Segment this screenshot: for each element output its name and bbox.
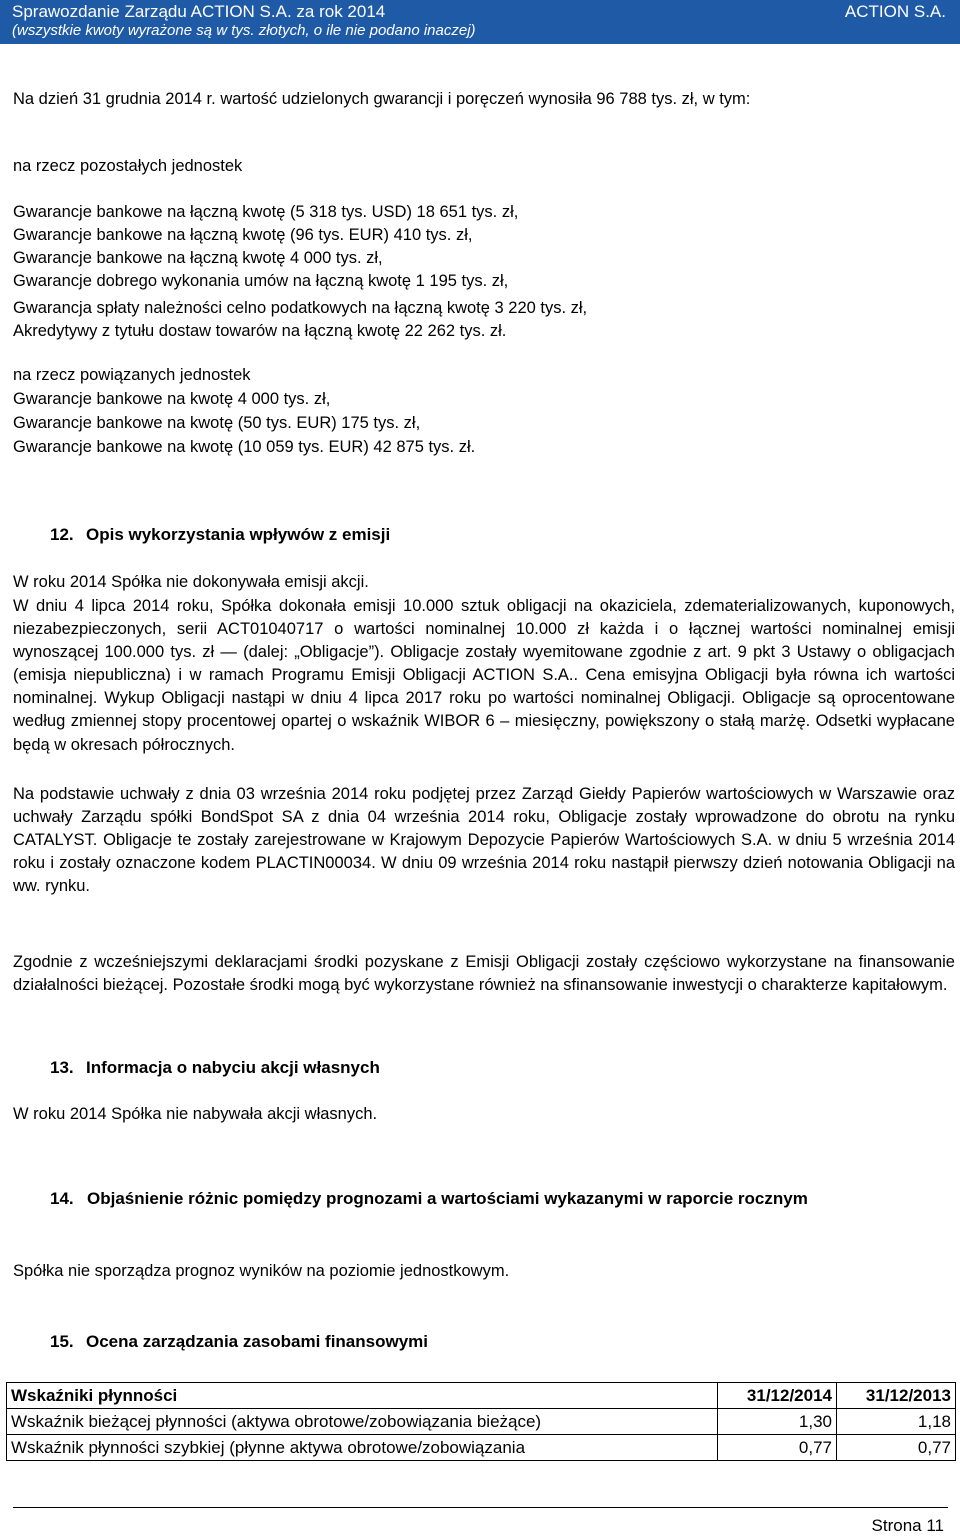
section-13-title: Informacja o nabyciu akcji własnych (86, 1058, 380, 1077)
related-entities-heading: na rzecz powiązanych jednostek (13, 366, 251, 384)
other-guarantee-item: Gwarancje dobrego wykonania umów na łączną kwotę 1 195 tys. zł, (13, 272, 509, 290)
section-12-paragraph-3: Zgodnie z wcześniejszymi deklaracjami środki pozyskane z Emisji Obligacji zostały częściowo wykorzystane na finansowanie działalności bieżącej. Pozostałe środki mogą być wykorzystane również na sfinansowanie inwestycji o charakterze kapitałowym. (13, 953, 955, 995)
section-12-title: Opis wykorzystania wpływów z emisji (86, 525, 391, 544)
section-14-number: 14. (50, 1189, 74, 1208)
table-header-row (7, 1383, 956, 1409)
company-name: ACTION S.A. (844, 2, 946, 21)
table-row (7, 1435, 956, 1461)
table-cell: 1,30 (718, 1409, 837, 1435)
report-title: Sprawozdanie Zarządu ACTION S.A. za rok 2014 (12, 2, 386, 21)
table-header-cell: 31/12/2013 (837, 1383, 956, 1409)
section-14-heading (50, 1187, 955, 1211)
other-guarantee-item: Gwarancje bankowe na łączną kwotę 4 000 tys. zł, (13, 249, 383, 267)
table-cell: Wskaźnik płynności szybkiej (płynne aktywa obrotowe/zobowiązania (7, 1435, 718, 1461)
other-guarantee-item: Gwarancje bankowe na łączną kwotę (96 tys. EUR) 410 tys. zł, (13, 226, 473, 244)
section-13-heading (50, 1056, 380, 1080)
table-cell: 1,18 (837, 1409, 956, 1435)
other-entities-heading: na rzecz pozostałych jednostek (13, 157, 243, 175)
section-14-text: Spółka nie sporządza prognoz wyników na poziomie jednostkowym. (13, 1262, 510, 1280)
related-guarantee-item: Gwarancje bankowe na kwotę (10 059 tys. EUR) 42 875 tys. zł. (13, 438, 476, 456)
related-guarantee-item: Gwarancje bankowe na kwotę 4 000 tys. zł, (13, 390, 331, 408)
section-12-number: 12. (50, 525, 74, 544)
section-12-heading (50, 523, 390, 547)
section-15-number: 15. (50, 1332, 74, 1351)
section-12-paragraph-2: Na podstawie uchwały z dnia 03 września 2014 roku podjętej przez Zarząd Giełdy Papierów wartościowych w Warszawie oraz uchwały Zarządu spółki BondSpot SA z dnia 04 września 2014 roku, Obligacje zostały wprowadzone do obrotu na rynku CATALYST. Obligacje te zostały zarejestrowane w Krajowym Depozycie Papierów Wartościowych S.A. w dniu 5 września 2014 roku i zostały oznaczone kodem PLACTIN00034. W dniu 09 września 2014 roku nastąpił pierwszy dzień notowania Obligacji na ww. rynku. (13, 785, 955, 896)
section-13-text: W roku 2014 Spółka nie nabywała akcji własnych. (13, 1105, 378, 1123)
table-cell: Wskaźnik bieżącej płynności (aktywa obrotowe/zobowiązania bieżące) (7, 1409, 718, 1435)
report-header (0, 0, 960, 44)
section-14-title: Objaśnienie różnic pomiędzy prognozami a wartościami wykazanymi w raporcie rocznym (87, 1189, 808, 1208)
currency-note: (wszystkie kwoty wyrażone są w tys. złotych, o ile nie podano inaczej) (12, 22, 476, 39)
section-12-line1: W roku 2014 Spółka nie dokonywała emisji akcji. (13, 573, 369, 591)
table-cell: 0,77 (837, 1435, 956, 1461)
other-guarantee-item: Gwarancje bankowe na łączną kwotę (5 318 tys. USD) 18 651 tys. zł, (13, 203, 519, 221)
liquidity-table (6, 1382, 956, 1461)
section-12-paragraph-1: W dniu 4 lipca 2014 roku, Spółka dokonała emisji 10.000 sztuk obligacji na okaziciela, zdematerializowanych, kuponowych, niezabezpieczonych, serii ACT01040717 o wartości nominalnej 10.000 zł każda i o łącznej wartości nominalnej emisji wynoszącej 100.000 tys. zł — (dalej: „Obligacje”). Obligacje zostały wyemitowane zgodnie z art. 9 pkt 3 Ustawy o obligacjach (emisja niepublicznа) i w ramach Programu Emisji Obligacji ACTION S.A.. Cena emisyjna Obligacji była równa ich wartości nominalnej. Wykup Obligacji nastąpi w dniu 4 lipca 2017 roku po wartości nominalnej Obligacji. Obligacje są oprocentowane według zmiennej stopy procentowej opartej o wskaźnik WIBOR 6 – miesięczny, powiększony o stałą marżę. Odsetki wypłacane będą w okresach półrocznych. (13, 597, 955, 754)
other-guarantee-item: Gwarancja spłaty należności celno podatkowych na łączną kwotę 3 220 tys. zł, (13, 299, 588, 317)
guarantees-intro: Na dzień 31 grudnia 2014 r. wartość udzielonych gwarancji i poręczeń wynosiła 96 788 tys. zł, w tym: (13, 90, 751, 108)
table-header-cell: Wskaźniki płynności (7, 1383, 718, 1409)
table-header-cell: 31/12/2014 (718, 1383, 837, 1409)
section-13-number: 13. (50, 1058, 74, 1077)
section-15-heading (50, 1330, 428, 1354)
table-row (7, 1409, 956, 1435)
table-cell: 0,77 (718, 1435, 837, 1461)
page-number: Strona 11 (871, 1516, 944, 1535)
related-guarantee-item: Gwarancje bankowe na kwotę (50 tys. EUR) 175 tys. zł, (13, 414, 421, 432)
footer-divider (13, 1507, 948, 1508)
other-guarantee-item: Akredytywy z tytułu dostaw towarów na łączną kwotę 22 262 tys. zł. (13, 322, 507, 340)
section-15-title: Ocena zarządzania zasobami finansowymi (86, 1332, 429, 1351)
